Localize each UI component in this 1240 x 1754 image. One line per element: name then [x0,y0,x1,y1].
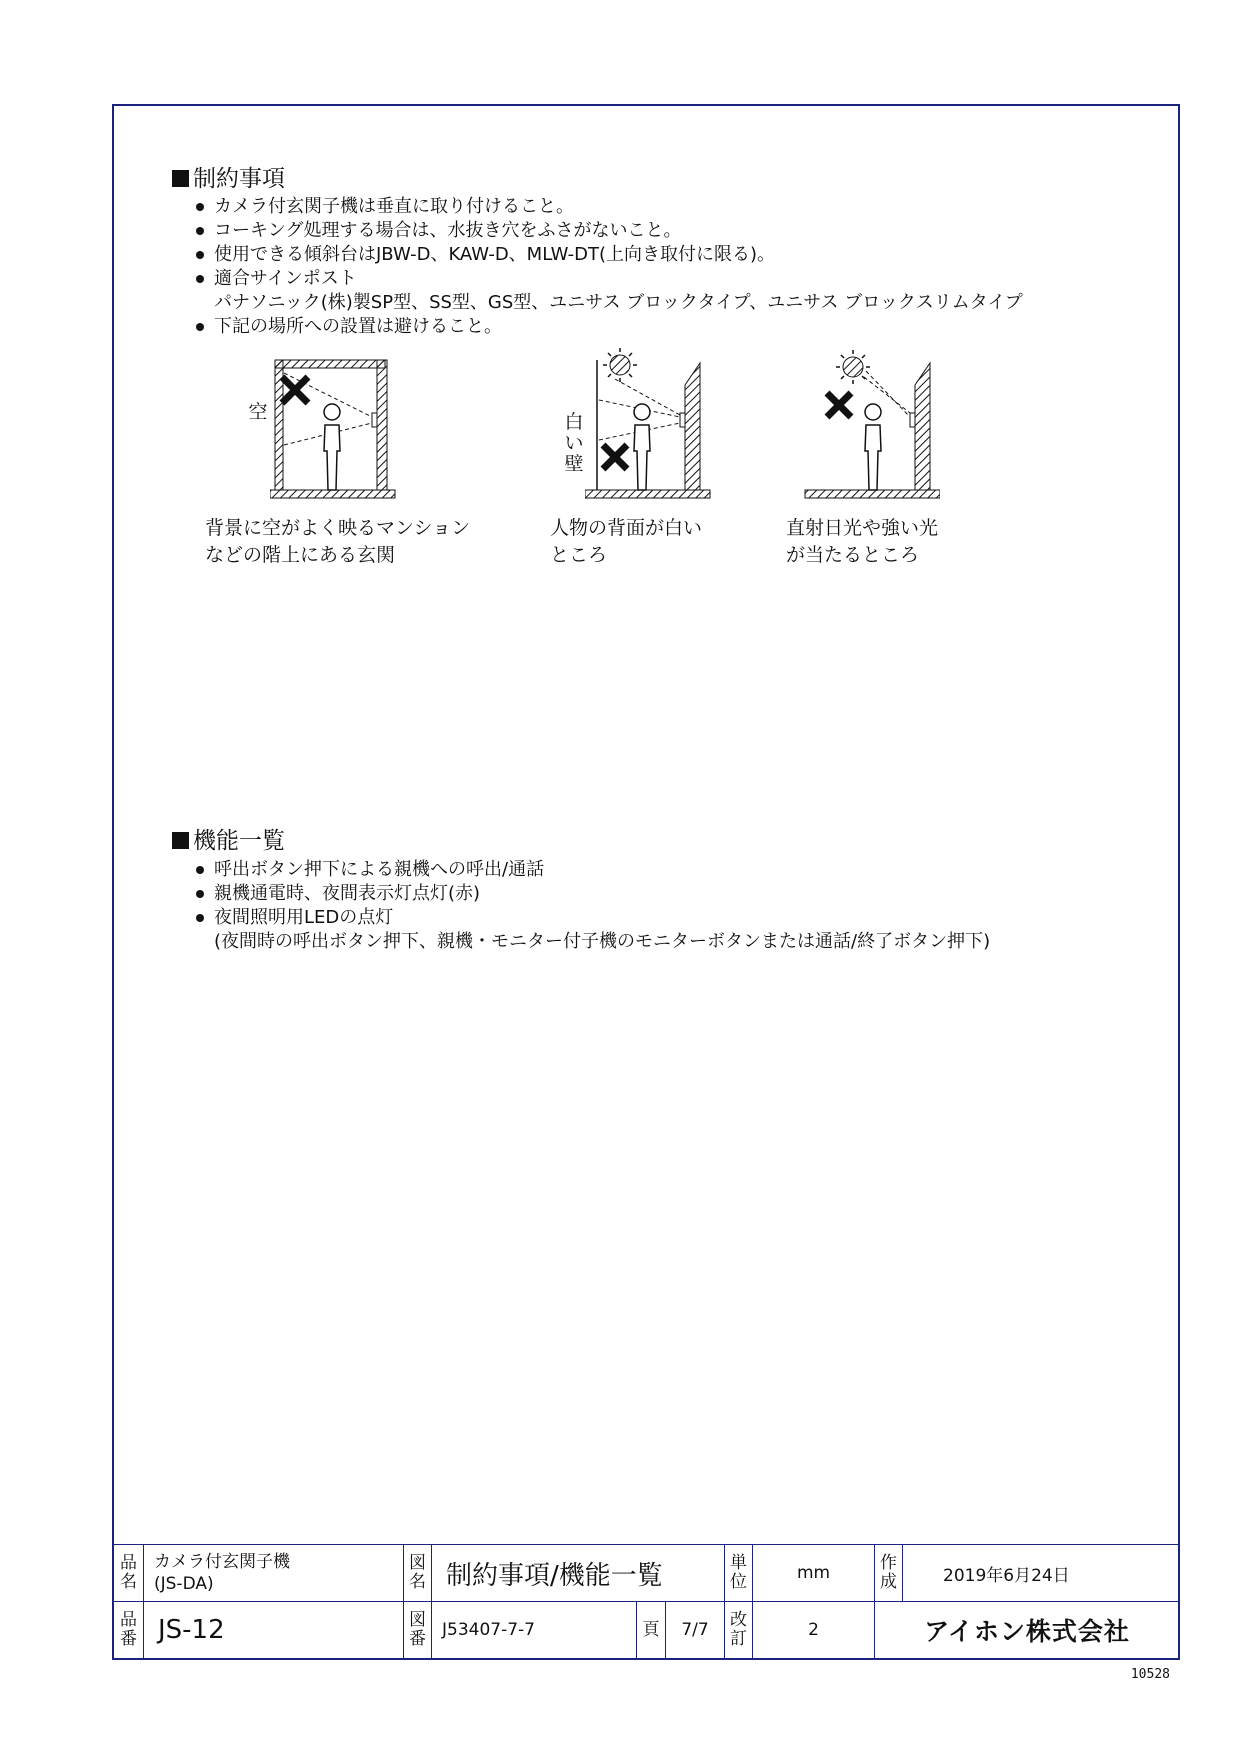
list-item-continuation: (夜間時の呼出ボタン押下、親機・モニター付子機のモニターボタンまたは通話/終了ボタン押下) [214,931,991,952]
functions-list [190,858,990,954]
product-no: JS-12 [144,1602,404,1659]
list-item: 呼出ボタン押下による親機への呼出/通話 [190,858,990,882]
product-name-label: 品 名 [114,1545,144,1602]
page-value: 7/7 [665,1602,724,1658]
list-item: 夜間照明用LEDの点灯 [190,906,990,930]
figure-direct-sunlight [800,345,940,505]
list-item: 下記の場所への設置は避けること。 [190,315,1023,339]
unit-value: mm [753,1545,875,1602]
list-item: カメラ付玄関子機は垂直に取り付けること。 [190,195,1023,219]
list-item: 親機通電時、夜間表示灯点灯(赤) [190,882,990,906]
document-code: 10528 [1130,1667,1170,1682]
product-no-label: 品 番 [114,1602,144,1659]
revision-value: 2 [753,1602,875,1659]
created-date: 2019年6月24日 [903,1545,1180,1602]
drawing-name-label: 図 名 [404,1545,432,1602]
revision-label: 改 訂 [725,1602,753,1659]
figure-white-wall-caption: 人物の背面が白い ところ [550,517,703,566]
figure-sky-label: 空 [248,401,268,423]
page-label: 頁 [636,1602,665,1658]
unit-label: 単 位 [725,1545,753,1602]
list-item-continuation: パナソニック(株)製SP型、SS型、GS型、ユニサス ブロックタイプ、ユニサス ブロックスリムタイプ [214,292,1023,313]
figure-white-wall-label: 白 い 壁 [564,411,584,475]
figure-sky-background [270,355,400,505]
drawing-no: J53407-7-7 [442,1620,535,1640]
figure-sky-caption: 背景に空がよく映るマンション などの階上にある玄関 [205,517,471,566]
functions-heading: 機能一覧 [172,822,285,855]
restrictions-heading: 制約事項 [172,160,285,193]
list-item: 適合サインポスト [190,267,1023,291]
restrictions-list [190,195,1023,339]
figure-direct-sunlight-caption: 直射日光や強い光 が当たるところ [786,517,939,566]
created-label: 作 成 [875,1545,903,1602]
drawing-name: 制約事項/機能一覧 [432,1545,725,1602]
drawing-no-cell [432,1602,725,1659]
figure-white-wall [585,345,720,505]
list-item: コーキング処理する場合は、水抜き穴をふさがないこと。 [190,219,1023,243]
product-name: カメラ付玄関子機 (JS-DA) [144,1545,404,1602]
list-item: 使用できる傾斜台はJBW-D、KAW-D、MLW-DT(上向き取付に限る)。 [190,243,1023,267]
drawing-no-label: 図 番 [404,1602,432,1659]
company-logo: アイホン株式会社 [875,1602,1180,1659]
title-block [113,1544,1180,1659]
